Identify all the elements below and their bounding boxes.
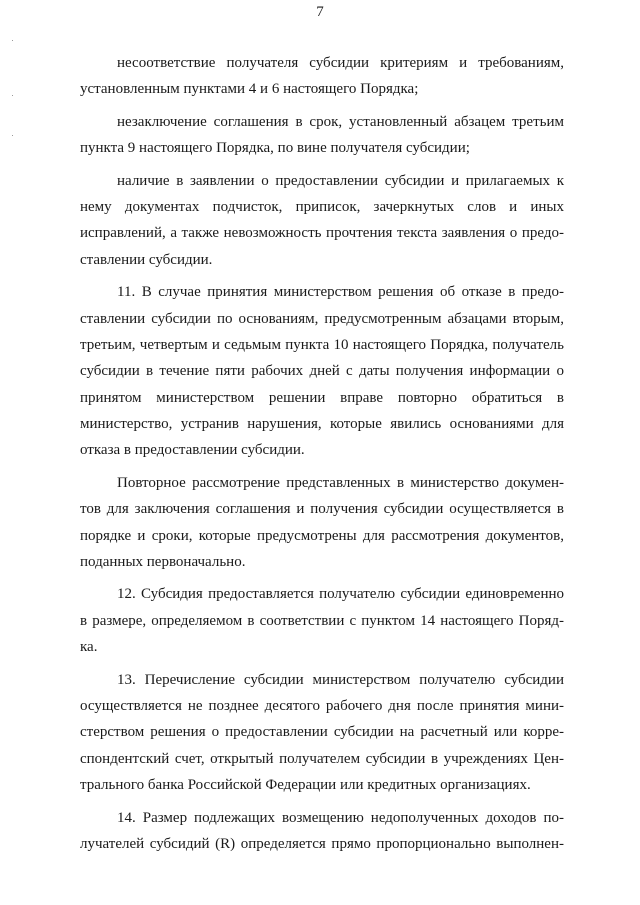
text-line: пункта 9 настоящего Порядка, по вине получателя субсидии; (80, 140, 470, 157)
text-line: стерством решения о предоставлении субсидии на расчетный или корре- (80, 724, 564, 741)
text-line: отказа в предоставлении субсидии. (80, 442, 305, 459)
paragraph-item-14 (80, 805, 564, 858)
text-line: наличие в заявлении о предоставлении субсидии и прилагаемых к (117, 172, 564, 189)
text-line: тов для заключения соглашения и получения субсидии осуществляется в (80, 501, 564, 518)
text-line: ставлении субсидии. (80, 251, 213, 268)
text-line: министерство, устранив нарушения, которые явились основаниями для (80, 416, 564, 433)
text-line: третьим, четвертым и седьмым пункта 10 настоящего Порядка, получатель (80, 336, 564, 353)
text-line: незаключение соглашения в срок, установленный абзацем третьим (117, 113, 564, 130)
text-line: нему документах подчисток, приписок, зачеркнутых слов и иных (80, 198, 564, 215)
text-line: трального банка Российской Федерации или кредитных организациях. (80, 777, 531, 794)
scan-edge-mark (12, 40, 13, 41)
scan-edge-mark (12, 135, 13, 136)
paragraph-item-11 (80, 279, 564, 464)
paragraph-repeat-review (80, 470, 564, 576)
text-line: исправлений, а также невозможность прочтения текста заявления о предо- (80, 225, 564, 242)
text-line: Повторное рассмотрение представленных в министерство докумен- (117, 474, 564, 491)
paragraph-criteria-mismatch (80, 50, 564, 103)
text-line: принятом министерством решении вправе повторно обратиться в (80, 389, 564, 406)
paragraph-item-12 (80, 581, 564, 660)
text-line: ставлении субсидии по основаниям, предусмотренным абзацами вторым, (80, 310, 564, 327)
text-line: лучателей субсидий (R) определяется прямо пропорционально выполнен- (80, 835, 564, 852)
text-line: ка. (80, 639, 98, 656)
text-line: порядке и сроки, которые предусмотрены для рассмотрения документов, (80, 527, 564, 544)
text-line: спондентский счет, открытый получателем субсидии в учреждениях Цен- (80, 750, 564, 767)
paragraph-agreement-not-signed (80, 109, 564, 162)
text-line: установленным пунктами 4 и 6 настоящего Порядка; (80, 81, 419, 98)
page-number: 7 (316, 4, 324, 20)
text-line: 12. Субсидия предоставляется получателю субсидии единовременно (117, 586, 564, 603)
text-line: 13. Перечисление субсидии министерством получателю субсидии (117, 671, 564, 688)
text-line: поданных первоначально. (80, 554, 246, 571)
text-line: 11. В случае принятия министерством решения об отказе в предо- (117, 284, 564, 301)
text-line: 14. Размер подлежащих возмещению недополученных доходов по- (117, 809, 564, 826)
scan-edge-mark (12, 95, 13, 96)
text-line: в размере, определяемом в соответствии с пунктом 14 настоящего Поряд- (80, 612, 564, 629)
text-line: несоответствие получателя субсидии критериям и требованиям, (117, 55, 564, 71)
paragraph-item-13 (80, 667, 564, 799)
paragraph-corrections-in-application (80, 168, 564, 274)
document-body (80, 50, 564, 857)
text-line: осуществляется не позднее десятого рабочего дня после принятия мини- (80, 697, 564, 714)
text-line: субсидии в течение пяти рабочих дней с даты получения информации о (80, 363, 564, 380)
